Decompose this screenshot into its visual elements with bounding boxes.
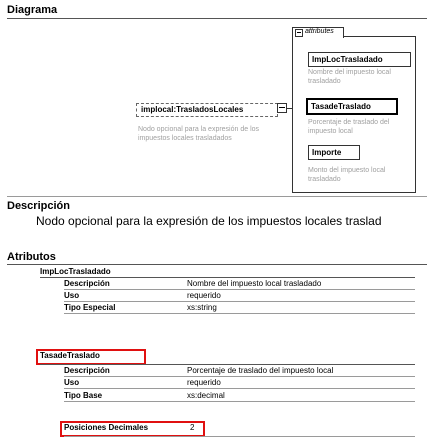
attribute-row-label: Descripción bbox=[64, 279, 110, 288]
attribute-row-value: xs:string bbox=[187, 303, 217, 312]
row-divider bbox=[40, 277, 415, 278]
element-node[interactable] bbox=[136, 103, 278, 117]
row-divider bbox=[64, 376, 415, 377]
element-node-label: implocal:TrasladosLocales bbox=[141, 105, 244, 114]
attribute-row-label: Tipo Especial bbox=[64, 303, 116, 312]
section-divider bbox=[7, 264, 427, 265]
diagram-attr-note: Nombre del impuesto local trasladado bbox=[308, 69, 391, 85]
attribute-row-value: 2 bbox=[190, 423, 195, 432]
diagram-attr-box[interactable]: TasadeTraslado bbox=[306, 98, 398, 115]
section-divider bbox=[7, 18, 427, 19]
attribute-row-value: requerido bbox=[187, 291, 221, 300]
diagram-attr-note: Monto del impuesto local trasladado bbox=[308, 167, 386, 183]
attribute-row-value: Porcentaje de traslado del impuesto local bbox=[187, 366, 334, 375]
diagram-attr-note: Porcentaje de traslado del impuesto local bbox=[308, 119, 390, 135]
attribute-row-value: requerido bbox=[187, 378, 221, 387]
row-divider bbox=[64, 289, 415, 290]
element-note: Nodo opcional para la expresión de los impuestos locales trasladados bbox=[138, 126, 260, 142]
attribute-row-label: Uso bbox=[64, 378, 80, 387]
section-divider bbox=[7, 196, 427, 197]
row-divider bbox=[64, 388, 415, 389]
row-divider bbox=[40, 364, 415, 365]
attribute-row-label: Tipo Base bbox=[64, 391, 103, 400]
row-divider bbox=[64, 401, 415, 402]
section-title-attributes: Atributos bbox=[7, 251, 56, 263]
row-divider bbox=[64, 301, 415, 302]
attribute-row-value: xs:decimal bbox=[187, 391, 225, 400]
group-minus-icon[interactable] bbox=[295, 29, 303, 37]
attributes-group-label: attributes bbox=[305, 28, 334, 35]
description-text: Nodo opcional para la expresión de los impuestos locales traslad bbox=[36, 214, 382, 228]
row-divider bbox=[64, 436, 415, 437]
attributes-group-tab bbox=[292, 27, 344, 38]
diagram-attr-box[interactable]: ImpLocTrasladado bbox=[308, 52, 411, 67]
attribute-row-value: Nombre del impuesto local trasladado bbox=[187, 279, 322, 288]
attribute-name: ImpLocTrasladado bbox=[40, 267, 111, 276]
attribute-row-label: Posiciones Decimales bbox=[64, 423, 149, 432]
section-title-description: Descripción bbox=[7, 200, 70, 212]
section-title-diagram: Diagrama bbox=[7, 4, 58, 16]
attribute-row-label: Uso bbox=[64, 291, 80, 300]
row-divider bbox=[64, 313, 415, 314]
attribute-name: TasadeTraslado bbox=[40, 351, 100, 360]
diagram-attr-box[interactable]: Importe bbox=[308, 145, 360, 160]
attribute-row-label: Descripción bbox=[64, 366, 110, 375]
